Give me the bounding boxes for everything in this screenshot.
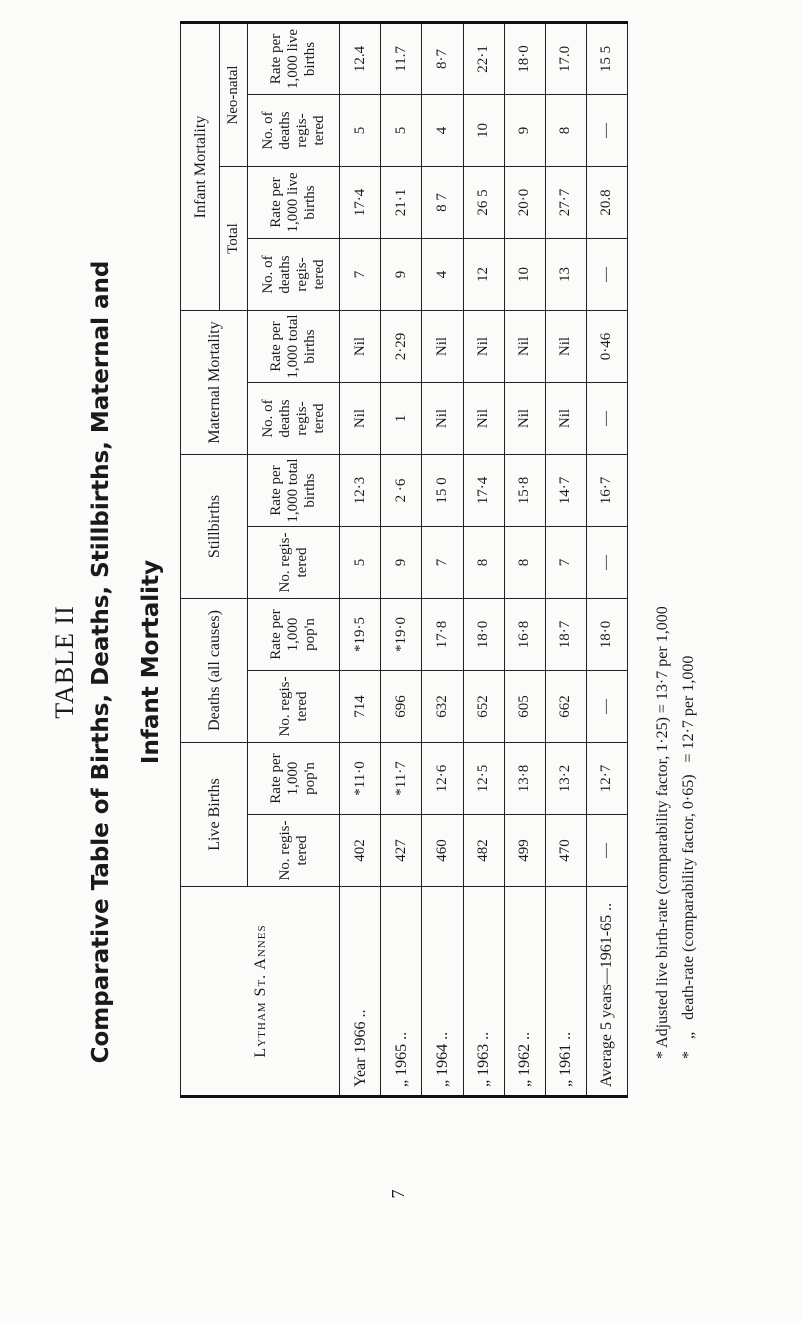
table-cell: 427 [381, 815, 422, 887]
table-row [463, 22, 504, 1096]
column-header: No. regis- tered [248, 815, 340, 887]
table-cell: 632 [422, 671, 463, 743]
table-cell: 2 ·6 [381, 455, 422, 527]
table-cell: 10 [463, 95, 504, 167]
table-cell: 714 [340, 671, 381, 743]
table-cell: 17.0 [545, 22, 586, 94]
table-cell: 11.7 [381, 22, 422, 94]
table-body [340, 22, 628, 1096]
table-cell: 13 [545, 239, 586, 311]
table-cell: Nil [504, 311, 545, 383]
table-cell: — [586, 815, 627, 887]
table-cell: 18·0 [463, 599, 504, 671]
row-label: Average 5 years—1961-65 .. [586, 887, 627, 1097]
neo-natal-header: Neo-natal [220, 22, 248, 166]
table-cell: 12 [463, 239, 504, 311]
table-row [422, 22, 463, 1096]
table-cell: Nil [463, 383, 504, 455]
table-cell: 27·7 [545, 167, 586, 239]
table-cell: 8 [545, 95, 586, 167]
row-label: „ 1963 .. [463, 887, 504, 1097]
footnote: * „ death-rate (comparability factor, 0·65) = 12·7 per 1,000 [680, 655, 697, 1059]
table-cell: 15 5 [586, 22, 627, 94]
table-cell: 8 7 [422, 167, 463, 239]
column-header: Rate per 1,000 live births [248, 167, 340, 239]
table-cell: 12.4 [340, 22, 381, 94]
table-cell: Nil [504, 383, 545, 455]
table-cell: 13·8 [504, 743, 545, 815]
table-cell: — [586, 383, 627, 455]
table-cell: 8 [463, 527, 504, 599]
table-cell: 9 [381, 527, 422, 599]
table-cell: 5 [340, 527, 381, 599]
table-cell: 662 [545, 671, 586, 743]
page-number: 7 [388, 1189, 408, 1199]
table-number: TABLE II [50, 605, 79, 719]
row-label: „ 1964 .. [422, 887, 463, 1097]
table-cell: 12·6 [422, 743, 463, 815]
table-cell: 7 [340, 239, 381, 311]
table-cell: 15 0 [422, 455, 463, 527]
column-header: Rate per 1,000 pop'n [248, 743, 340, 815]
table-cell: *19·5 [340, 599, 381, 671]
table-row [545, 22, 586, 1096]
row-label: Year 1966 .. [340, 887, 381, 1097]
column-header: No. of deaths regis- tered [248, 95, 340, 167]
stillbirths-header: Stillbirths [181, 455, 248, 599]
table-row [340, 22, 381, 1096]
row-label: „ 1961 .. [545, 887, 586, 1097]
table-cell: 18·7 [545, 599, 586, 671]
table-cell: 1 [381, 383, 422, 455]
table-cell: 12·7 [586, 743, 627, 815]
table-cell: 20.8 [586, 167, 627, 239]
table-cell: 8 [504, 527, 545, 599]
table-row [504, 22, 545, 1096]
table-cell: 17·8 [422, 599, 463, 671]
table-cell: 20·0 [504, 167, 545, 239]
table-cell: Nil [545, 311, 586, 383]
table-cell: — [586, 527, 627, 599]
table-cell: Nil [422, 383, 463, 455]
column-header: No. of deaths regis- tered [248, 383, 340, 455]
table-cell: 9 [504, 95, 545, 167]
table-cell: Nil [340, 383, 381, 455]
column-header: No. regis- tered [248, 671, 340, 743]
column-header: No. of deaths regis- tered [248, 239, 340, 311]
table-cell: 18·0 [586, 599, 627, 671]
table-cell: 16·7 [586, 455, 627, 527]
column-header: Rate per 1,000 total births [248, 455, 340, 527]
table-cell: — [586, 95, 627, 167]
table-row [381, 22, 422, 1096]
table-cell: 7 [422, 527, 463, 599]
footnote: * Adjusted live birth-rate (comparability factor, 1·25) = 13·7 per 1,000 [654, 606, 671, 1059]
table-cell: 5 [381, 95, 422, 167]
column-header: No. regis- tered [248, 527, 340, 599]
live-births-header: Live Births [181, 743, 248, 887]
table-cell: 14·7 [545, 455, 586, 527]
column-header: Rate per 1,000 total births [248, 311, 340, 383]
column-header: Rate per 1,000 pop'n [248, 599, 340, 671]
table-cell: 5 [340, 95, 381, 167]
table-cell: 4 [422, 95, 463, 167]
deaths-header: Deaths (all causes) [181, 599, 248, 743]
table-cell: 470 [545, 815, 586, 887]
column-header: Rate per 1,000 live births [248, 22, 340, 94]
table-cell: Nil [422, 311, 463, 383]
table-cell: 8·7 [422, 22, 463, 94]
table-cell: 26 5 [463, 167, 504, 239]
page-title: Comparative Table of Births, Deaths, Stillbirths, Maternal and [88, 260, 114, 1064]
table-cell: 17·4 [340, 167, 381, 239]
table-cell: 4 [422, 239, 463, 311]
table-cell: Nil [545, 383, 586, 455]
table-cell: 15·8 [504, 455, 545, 527]
table-cell: *11·7 [381, 743, 422, 815]
table-cell: 10 [504, 239, 545, 311]
table-cell: 17·4 [463, 455, 504, 527]
table-cell: Nil [463, 311, 504, 383]
comparative-table [180, 21, 628, 1098]
table-cell: 605 [504, 671, 545, 743]
table-cell: 21·1 [381, 167, 422, 239]
row-label: „ 1962 .. [504, 887, 545, 1097]
footnotes [650, 606, 702, 1059]
table-row [586, 22, 627, 1096]
table-cell: *19·0 [381, 599, 422, 671]
table-cell: 499 [504, 815, 545, 887]
infant-total-header: Total [220, 167, 248, 311]
table-cell: 7 [545, 527, 586, 599]
table-cell: — [586, 239, 627, 311]
infant-mortality-header: Infant Mortality [181, 22, 220, 310]
table-cell: 2·29 [381, 311, 422, 383]
table-cell: 18·0 [504, 22, 545, 94]
table-cell: 482 [463, 815, 504, 887]
table-cell: Nil [340, 311, 381, 383]
table-cell: 12·3 [340, 455, 381, 527]
row-label: „ 1965 .. [381, 887, 422, 1097]
area-header: Lytham St. Annes [181, 887, 340, 1097]
table-cell: 652 [463, 671, 504, 743]
table-cell: 402 [340, 815, 381, 887]
table-cell: 12·5 [463, 743, 504, 815]
maternal-mortality-header: Maternal Mortality [181, 311, 248, 455]
page-subtitle: Infant Mortality [138, 559, 164, 765]
table-cell: 16·8 [504, 599, 545, 671]
table-cell: 460 [422, 815, 463, 887]
table-cell: 9 [381, 239, 422, 311]
table-cell: — [586, 671, 627, 743]
table-cell: 22·1 [463, 22, 504, 94]
table-cell: 0·46 [586, 311, 627, 383]
table-cell: *11·0 [340, 743, 381, 815]
table-cell: 13·2 [545, 743, 586, 815]
table-cell: 696 [381, 671, 422, 743]
